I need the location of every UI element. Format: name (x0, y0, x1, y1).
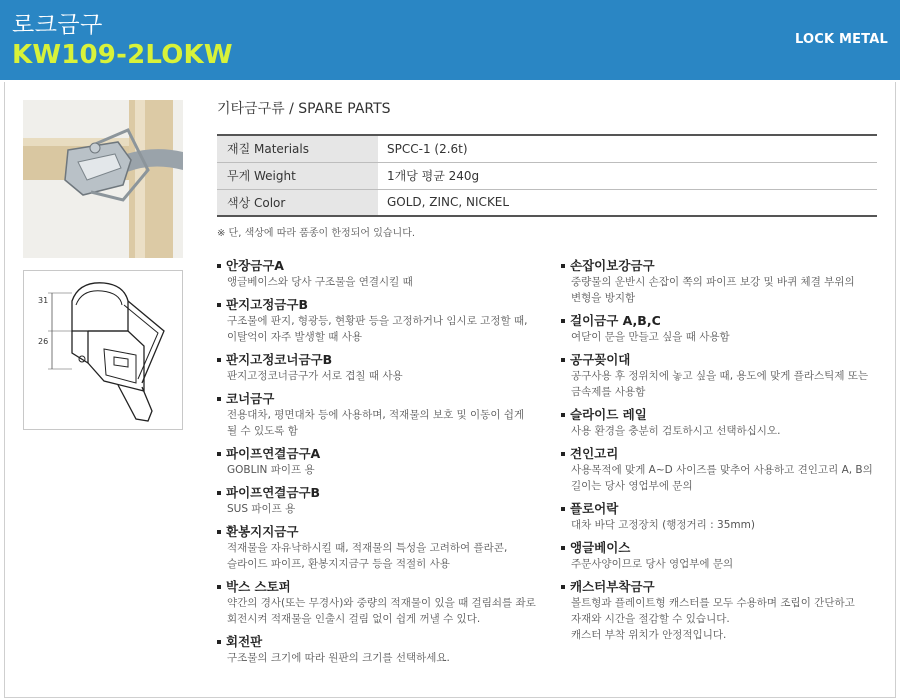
page-header (0, 0, 900, 80)
part-name: 걸이금구 A,B,C (570, 313, 661, 328)
bullet-icon (561, 413, 565, 417)
bullet-icon (217, 585, 221, 589)
part-name: 파이프연결금구B (226, 485, 321, 500)
technical-drawing (23, 270, 183, 430)
part-name: 플로어락 (570, 501, 619, 516)
parts-list-right (561, 257, 891, 649)
spec-label: 색상 Color (217, 189, 378, 216)
part-desc: 될 수 있도록 함 (227, 425, 298, 437)
part-desc: 길이는 당사 영업부에 문의 (571, 480, 693, 492)
list-item (217, 633, 547, 666)
list-item (217, 484, 547, 517)
part-desc: 볼트형과 플레이트형 캐스터를 모두 수용하며 조립이 간단하고 (571, 597, 855, 609)
part-desc: 캐스터 부착 위치가 안정적입니다. (571, 629, 727, 641)
part-desc: 약간의 경사(또는 무경사)와 중량의 적재물이 있을 때 걸림쇠를 좌로 (227, 597, 536, 609)
part-desc: 적재물을 자유낙하시킬 때, 적재물의 특성을 고려하여 플라콘, (227, 542, 508, 554)
part-name: 캐스터부착금구 (570, 579, 655, 594)
bullet-icon (561, 585, 565, 589)
product-name: 로크금구 (12, 12, 103, 38)
part-name: 슬라이드 레일 (570, 407, 647, 422)
bullet-icon (217, 491, 221, 495)
part-desc: 구조물에 판지, 형광등, 현황판 등을 고정하거나 임시로 고정할 때, (227, 315, 528, 327)
spec-row (217, 135, 877, 162)
section-title: 기타금구류 / SPARE PARTS (217, 101, 391, 117)
part-name: 환봉지지금구 (226, 524, 299, 539)
bullet-icon (561, 507, 565, 511)
product-photo (23, 100, 183, 258)
bullet-icon (561, 264, 565, 268)
spec-row (217, 189, 877, 216)
lock-clamp-photo-icon (23, 100, 183, 258)
list-item (561, 578, 891, 643)
part-name: 파이프연결금구A (226, 446, 321, 461)
category-label: LOCK METAL (794, 32, 888, 47)
part-desc: 전용대차, 평면대차 등에 사용하며, 적재물의 보호 및 이동이 쉽게 (227, 409, 525, 421)
part-desc: 변형을 방지함 (571, 292, 636, 304)
list-item (217, 578, 547, 627)
color-note: ※ 단, 색상에 따라 품종이 한정되어 있습니다. (217, 228, 416, 239)
part-desc: 공구사용 후 정위치에 놓고 싶을 때, 용도에 맞게 플라스틱제 또는 (571, 370, 869, 382)
bullet-icon (217, 303, 221, 307)
list-item (561, 351, 891, 400)
part-desc: 구조물의 크기에 따라 원판의 크기를 선택하세요. (227, 652, 450, 664)
spec-label: 재질 Materials (217, 135, 378, 162)
dimension-bottom: 26 (38, 337, 49, 346)
part-name: 박스 스토퍼 (226, 579, 291, 594)
part-desc: 앵글베이스와 당사 구조물을 연결시킬 때 (227, 276, 413, 288)
part-name: 공구꽂이대 (570, 352, 631, 367)
bullet-icon (217, 397, 221, 401)
spec-value: SPCC-1 (2.6t) (378, 135, 877, 162)
bullet-icon (561, 358, 565, 362)
list-item (217, 445, 547, 478)
bullet-icon (217, 452, 221, 456)
spec-table (217, 134, 877, 217)
part-desc: 중량물의 운반시 손잡이 쪽의 파이프 보강 및 바퀴 체결 부위의 (571, 276, 855, 288)
part-desc: 슬라이드 파이프, 환봉지지금구 등을 적절히 사용 (227, 558, 450, 570)
list-item (561, 312, 891, 345)
list-item (561, 500, 891, 533)
part-name: 안장금구A (226, 258, 284, 273)
part-desc: GOBLIN 파이프 용 (227, 464, 315, 476)
list-item (217, 257, 547, 290)
bullet-icon (217, 640, 221, 644)
part-desc: SUS 파이프 용 (227, 503, 296, 515)
bullet-icon (561, 546, 565, 550)
part-name: 견인고리 (570, 446, 619, 461)
part-name: 손잡이보강금구 (570, 258, 655, 273)
product-code: KW109-2LOKW (12, 40, 233, 70)
parts-list-left (217, 257, 547, 672)
part-name: 판지고정금구B (226, 297, 308, 312)
part-desc: 금속제를 사용함 (571, 386, 646, 398)
spec-label: 무게 Weight (217, 162, 378, 189)
part-desc: 주문사양이므로 당사 영업부에 문의 (571, 558, 734, 570)
bullet-icon (217, 264, 221, 268)
list-item (217, 351, 547, 384)
list-item (561, 445, 891, 494)
part-name: 회전판 (226, 634, 263, 649)
part-desc: 사용목적에 맞게 A~D 사이즈를 맞추어 사용하고 견인고리 A, B의 (571, 464, 873, 476)
part-name: 코너금구 (226, 391, 275, 406)
list-item (561, 539, 891, 572)
part-desc: 대차 바닥 고정장치 (행정거리 : 35mm) (571, 519, 755, 531)
list-item (217, 296, 547, 345)
bullet-icon (561, 452, 565, 456)
part-desc: 여닫이 문을 만들고 싶을 때 사용함 (571, 331, 730, 343)
part-name: 앵글베이스 (570, 540, 631, 555)
part-desc: 회전시켜 적재물을 인출시 걸림 없이 쉽게 꺼낼 수 있다. (227, 613, 481, 625)
part-desc: 이탈억이 자주 발생할 때 사용 (227, 331, 363, 343)
part-desc: 사용 환경을 충분히 검토하시고 선택하십시오. (571, 425, 781, 437)
spec-row (217, 162, 877, 189)
bullet-icon (217, 530, 221, 534)
list-item (217, 390, 547, 439)
part-name: 판지고정코너금구B (226, 352, 333, 367)
part-desc: 자재와 시간을 절감할 수 있습니다. (571, 613, 730, 625)
bullet-icon (561, 319, 565, 323)
list-item (561, 406, 891, 439)
dimension-top: 31 (38, 296, 49, 305)
spec-value: 1개당 평균 240g (378, 162, 877, 189)
part-desc: 판지고정코너금구가 서로 겹칠 때 사용 (227, 370, 403, 382)
spec-value: GOLD, ZINC, NICKEL (387, 195, 510, 210)
bullet-icon (217, 358, 221, 362)
list-item (217, 523, 547, 572)
list-item (561, 257, 891, 306)
clamp-line-drawing-icon (24, 271, 182, 429)
